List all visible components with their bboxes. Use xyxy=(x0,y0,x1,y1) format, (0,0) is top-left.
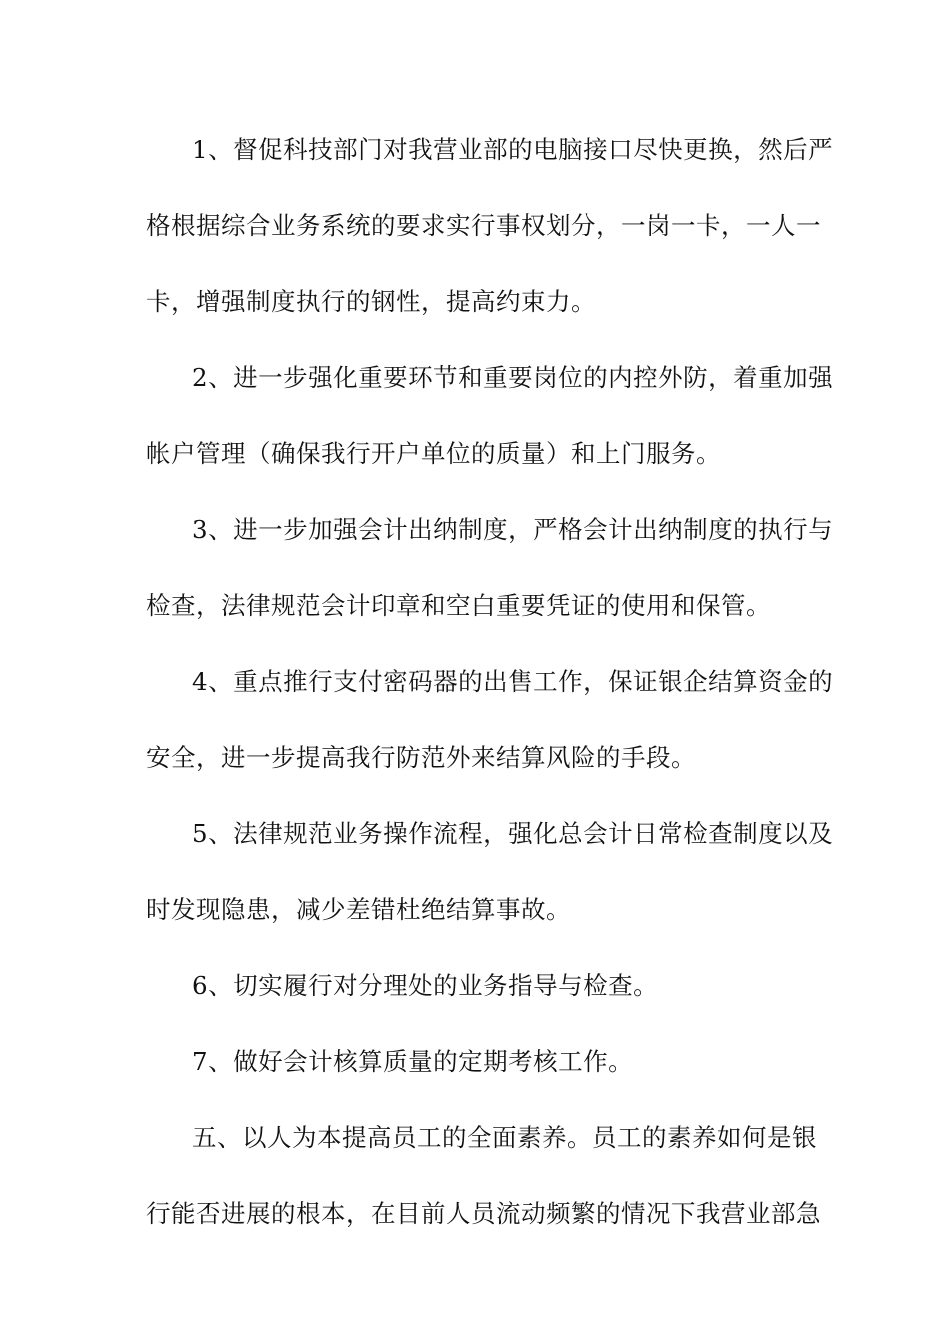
paragraph-6-line-1: 6、切实履行对分理处的业务指导与检查。 xyxy=(192,971,659,1000)
paragraph-1-line-3: 卡，增强制度执行的钢性，提高约束力。 xyxy=(146,287,596,316)
paragraph-4-line-1: 4、重点推行支付密码器的出售工作，保证银企结算资金的 xyxy=(192,667,834,696)
paragraph-5-line-2: 时发现隐患，减少差错杜绝结算事故。 xyxy=(146,895,571,924)
paragraph-1-line-2: 格根据综合业务系统的要求实行事权划分，一岗一卡，一人一 xyxy=(146,211,821,240)
paragraph-8-line-2: 行能否进展的根本，在目前人员流动频繁的情况下我营业部急 xyxy=(146,1199,821,1228)
paragraph-8-line-1: 五、以人为本提高员工的全面素养。员工的素养如何是银 xyxy=(192,1123,817,1152)
paragraph-2-line-1: 2、进一步强化重要环节和重要岗位的内控外防，着重加强 xyxy=(192,363,834,392)
paragraph-4-line-2: 安全，进一步提高我行防范外来结算风险的手段。 xyxy=(146,743,696,772)
paragraph-5-line-1: 5、法律规范业务操作流程，强化总会计日常检查制度以及 xyxy=(192,819,834,848)
paragraph-7-line-1: 7、做好会计核算质量的定期考核工作。 xyxy=(192,1047,634,1076)
paragraph-3-line-1: 3、进一步加强会计出纳制度，严格会计出纳制度的执行与 xyxy=(192,515,834,544)
paragraph-1-line-1: 1、督促科技部门对我营业部的电脑接口尽快更换，然后严 xyxy=(192,135,834,164)
paragraph-2-line-2: 帐户管理（确保我行开户单位的质量）和上门服务。 xyxy=(146,439,721,468)
paragraph-3-line-2: 检查，法律规范会计印章和空白重要凭证的使用和保管。 xyxy=(146,591,771,620)
